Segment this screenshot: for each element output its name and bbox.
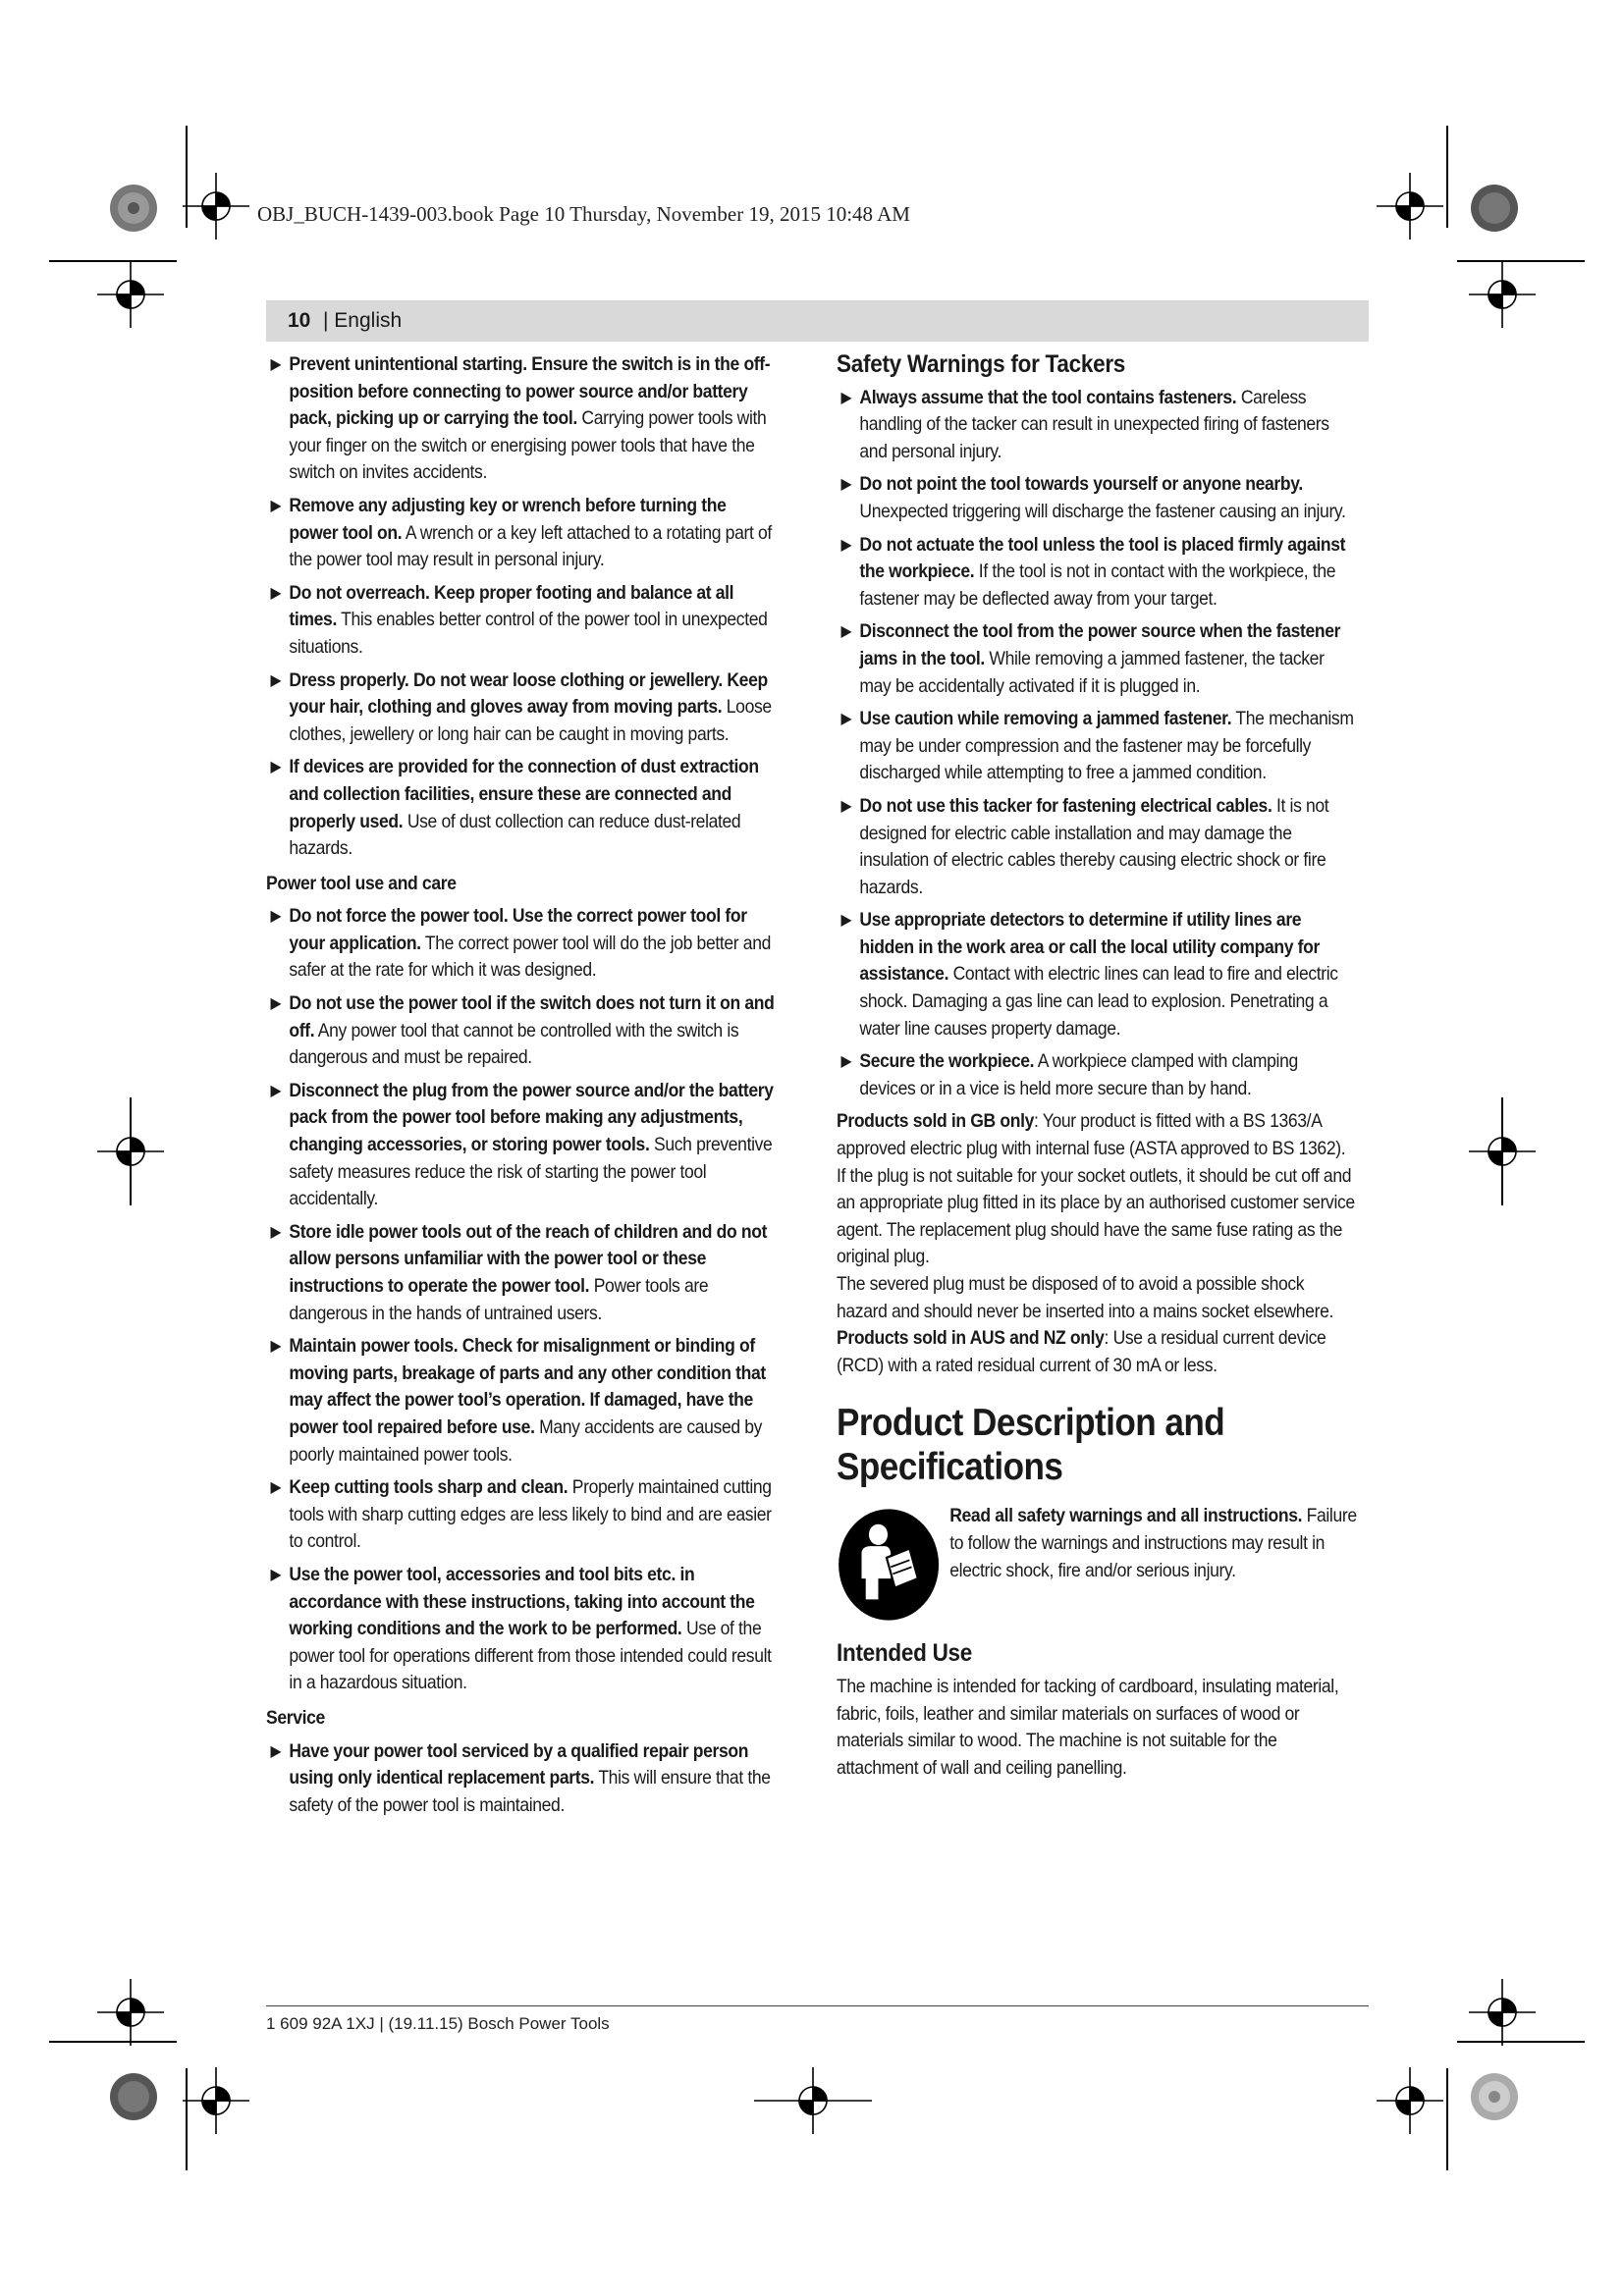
subheading-service: Service — [266, 1706, 325, 1729]
warning-text: Carrying power tools with your finger on the switch or energising power tools that have the switch on invites accidents. — [289, 407, 767, 484]
warning-text: Power tools are dangerous in the hands of untrained users. — [289, 1275, 709, 1324]
page-footer: 1 609 92A 1XJ | (19.11.15) Bosch Power Tools — [266, 2014, 610, 2033]
warning-item — [266, 754, 775, 862]
warning-item — [837, 385, 1358, 466]
warning-title: Prevent unintentional starting. Ensure the switch is in the off-position before connecting to power source and/or battery pack, picking up or carrying the tool. — [289, 353, 771, 430]
warning-title: Have your power tool serviced by a qualified repair person using only identical replacement parts. — [289, 1739, 749, 1789]
triangle-bullet-icon: ▶ — [840, 623, 852, 641]
triangle-bullet-icon: ▶ — [840, 476, 852, 494]
triangle-bullet-icon: ▶ — [840, 711, 852, 728]
warning-item — [266, 1219, 775, 1327]
warning-title: Do not point the tool towards yourself or anyone nearby. — [859, 473, 1303, 496]
warning-item — [837, 1048, 1358, 1102]
warning-item — [266, 903, 775, 985]
intended-use-text: The machine is intended for tacking of cardboard, insulating material, fabric, foils, leather and similar materials on surfaces of wood or materials similar to wood. The machine is not suitable for the attachment of wall and ceiling panelling. — [837, 1675, 1339, 1779]
warning-text: Careless handling of the tacker can result in unexpected firing of fasteners and personal injury. — [859, 386, 1329, 462]
triangle-bullet-icon: ▶ — [270, 1479, 282, 1497]
warning-item — [837, 471, 1358, 525]
warning-title: If devices are provided for the connection of dust extraction and collection facilities, ensure these are connected and properly used. — [289, 756, 759, 832]
triangle-bullet-icon: ▶ — [840, 797, 852, 815]
warning-title: Disconnect the plug from the power source and/or the battery pack from the power tool before making any adjustments, changing accessories, or storing power tools. — [289, 1079, 774, 1156]
warning-item — [266, 667, 775, 749]
footer-rule — [266, 2005, 1369, 2006]
warning-title: Disconnect the tool from the power source when the fastener jams in the tool. — [859, 620, 1341, 669]
warning-text: A workpiece clamped with clamping devices or in a vice is held more secure than by hand. — [859, 1050, 1298, 1099]
page-header-bar — [266, 300, 1369, 342]
warning-text: Any power tool that cannot be controlled with the switch is dangerous and must be repaired. — [289, 1019, 739, 1069]
warning-text: While removing a jammed fastener, the tacker may be accidentally activated if it is plugged in. — [859, 647, 1325, 697]
warning-text: If the tool is not in contact with the workpiece, the fastener may be deflected away from your target. — [859, 561, 1336, 610]
gb-paragraph-2: If the plug is not suitable for your socket outlets, it should be cut off and an appropriate plug fitted in its place by an authorised customer service agent. The replacement plug should have the same fuse rating as the original plug. — [837, 1164, 1355, 1268]
triangle-bullet-icon: ▶ — [270, 497, 282, 514]
triangle-bullet-icon: ▶ — [840, 1053, 852, 1071]
warning-item — [266, 1562, 775, 1697]
warning-item — [837, 532, 1358, 614]
warning-item — [266, 1738, 775, 1820]
warning-item — [266, 493, 775, 574]
warning-title: Maintain power tools. Check for misalignment or binding of moving parts, breakage of parts and any other condition that may affect the power tool’s operation. If damaged, have the power tool repaired before use. — [289, 1335, 766, 1438]
triangle-bullet-icon: ▶ — [270, 1223, 282, 1241]
warning-title: Dress properly. Do not wear loose clothing or jewellery. Keep your hair, clothing and gloves away from moving parts. — [289, 668, 768, 719]
warning-title: Use the power tool, accessories and tool bits etc. in accordance with these instructions, taking into account the working conditions and the work to be performed. — [289, 1563, 755, 1640]
warning-title: Do not use this tacker for fastening electrical cables. — [859, 794, 1272, 817]
right-column — [837, 351, 1358, 1782]
triangle-bullet-icon: ▶ — [270, 1338, 282, 1356]
gb-paragraph: Products sold in GB only: Your product is fitted with a BS 1363/A approved electric plug with internal fuse (ASTA approved to BS 1362). — [837, 1110, 1346, 1160]
triangle-bullet-icon: ▶ — [840, 536, 852, 554]
triangle-bullet-icon: ▶ — [270, 908, 282, 926]
warning-item — [266, 580, 775, 662]
warning-text: The mechanism may be under compression and the fastener may be forcefully discharged while attempting to free a jammed condition. — [859, 708, 1354, 784]
warning-item — [837, 618, 1358, 700]
triangle-bullet-icon: ▶ — [270, 356, 282, 373]
left-column — [266, 351, 775, 1825]
warning-item — [266, 1078, 775, 1213]
warning-item — [837, 907, 1358, 1042]
warning-item — [266, 351, 775, 487]
warning-text: Contact with electric lines can lead to fire and electric shock. Damaging a gas line can lead to explosion. Penetrating a water line causes property damage. — [859, 963, 1338, 1040]
page-language: | English — [323, 309, 403, 332]
warning-item — [837, 793, 1358, 901]
section-title-tackers: Safety Warnings for Tackers — [837, 350, 1126, 378]
warning-item — [837, 706, 1358, 787]
warning-title: Use appropriate detectors to determine if utility lines are hidden in the work area or call the local utility company for assistance. — [859, 909, 1320, 986]
triangle-bullet-icon: ▶ — [270, 759, 282, 776]
warning-item — [266, 1474, 775, 1556]
triangle-bullet-icon: ▶ — [270, 584, 282, 602]
warning-title: Store idle power tools out of the reach of children and do not allow persons unfamiliar with the power tool or these instructions to operate the power tool. — [289, 1220, 768, 1297]
triangle-bullet-icon: ▶ — [840, 389, 852, 406]
warning-title: Do not overreach. Keep proper footing and balance at all times. — [289, 581, 734, 631]
warning-text: Many accidents are caused by poorly maintained power tools. — [289, 1415, 763, 1466]
warning-text: Use of the power tool for operations different from those intended could result in a hazardous situation. — [289, 1618, 772, 1694]
warning-text: This will ensure that the safety of the power tool is maintained. — [289, 1767, 771, 1816]
warning-title: Do not actuate the tool unless the tool is placed firmly against the workpiece. — [859, 533, 1346, 583]
section-title-intended-use: Intended Use — [837, 1639, 973, 1668]
triangle-bullet-icon: ▶ — [270, 1742, 282, 1760]
read-manual-text: Read all safety warnings and all instructions. Failure to follow the warnings and instructions may result in electric shock, fire and/or serious injury. — [949, 1505, 1357, 1581]
warning-item — [266, 1333, 775, 1468]
warning-text: The correct power tool will do the job better and safer at the rate for which it was designed. — [289, 932, 771, 982]
warning-text: Loose clothes, jewellery or long hair can be caught in moving parts. — [289, 696, 772, 745]
triangle-bullet-icon: ▶ — [840, 912, 852, 930]
print-header: OBJ_BUCH-1439-003.book Page 10 Thursday, November 19, 2015 10:48 AM — [257, 202, 910, 226]
warning-text: A wrench or a key left attached to a rotating part of the power tool may result in personal injury. — [289, 521, 772, 571]
warning-title: Use caution while removing a jammed fastener. — [859, 708, 1232, 730]
heading-product-description: Product Description and Specifications — [837, 1402, 1225, 1489]
subheading-power-tool-use: Power tool use and care — [266, 872, 457, 894]
warning-text: This enables better control of the power tool in unexpected situations. — [289, 609, 768, 658]
warning-text: Use of dust collection can reduce dust-related hazards. — [289, 810, 741, 860]
warning-title: Do not use the power tool if the switch does not turn it on and off. — [289, 992, 775, 1041]
warning-text: Properly maintained cutting tools with sharp cutting edges are less likely to bind and are easier to control. — [289, 1476, 772, 1553]
warning-text: It is not designed for electric cable installation and may damage the insulation of electric cables thereby causing electric shock or fire hazards. — [859, 794, 1329, 898]
warning-title: Do not force the power tool. Use the correct power tool for your application. — [289, 905, 747, 954]
aus-paragraph: Products sold in AUS and NZ only: Use a residual current device (RCD) with a rated residual current of 30 mA or less. — [837, 1327, 1326, 1376]
page-number: 10 — [288, 309, 311, 332]
warning-title: Always assume that the tool contains fasteners. — [859, 386, 1237, 408]
triangle-bullet-icon: ▶ — [270, 1082, 282, 1099]
gb-paragraph-3: The severed plug must be disposed of to avoid a possible shock hazard and should never be inserted into a mains socket elsewhere. — [837, 1273, 1333, 1322]
warning-title: Keep cutting tools sharp and clean. — [289, 1476, 568, 1499]
warning-title: Remove any adjusting key or wrench before turning the power tool on. — [289, 494, 727, 544]
read-manual-icon — [837, 1507, 941, 1623]
warning-title: Secure the workpiece. — [859, 1050, 1035, 1073]
triangle-bullet-icon: ▶ — [270, 995, 282, 1013]
warning-item — [266, 990, 775, 1072]
triangle-bullet-icon: ▶ — [270, 1566, 282, 1583]
read-manual-box — [837, 1503, 1358, 1630]
warning-text: Unexpected triggering will discharge the fastener causing an injury. — [859, 500, 1346, 522]
triangle-bullet-icon: ▶ — [270, 671, 282, 689]
warning-text: Such preventive safety measures reduce the risk of starting the power tool accidentally. — [289, 1134, 773, 1210]
